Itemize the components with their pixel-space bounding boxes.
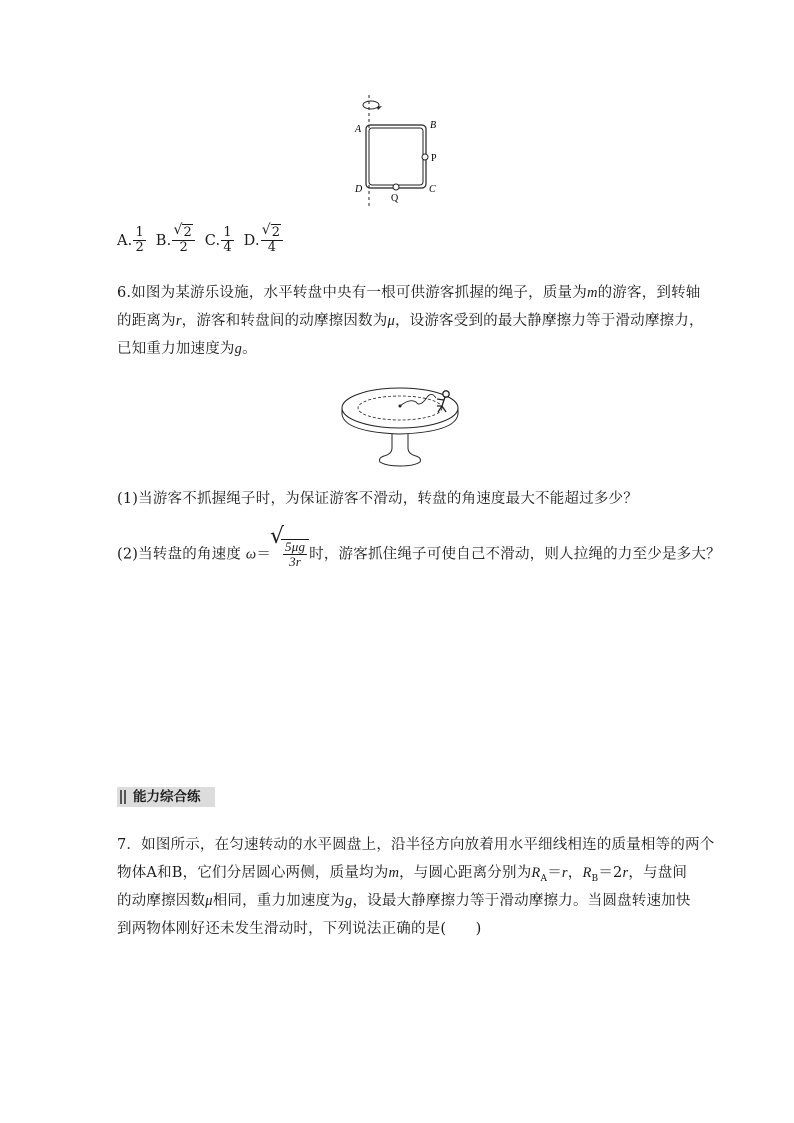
var-ra: R xyxy=(531,865,541,881)
answer-options xyxy=(117,222,284,255)
q6-text: 6.如图为某游乐设施，水平转盘中央有一根可供游客抓握的绳子，质量为 xyxy=(117,285,587,301)
option-c-fraction xyxy=(221,226,233,255)
equals-sign: ＝ xyxy=(256,546,272,563)
q6-text: 的距离为 xyxy=(117,313,176,329)
var-g: g xyxy=(234,341,243,357)
q7-text: 7．如图所示，在匀速转动的水平圆盘上，沿半径方向放着用水平细线相连的质量相等的两个 xyxy=(117,837,715,853)
var-r: r xyxy=(175,313,182,329)
option-b[interactable] xyxy=(155,222,201,255)
var-mu: μ xyxy=(205,893,213,909)
q6-line-1 xyxy=(117,283,701,303)
radicand: 2 xyxy=(183,225,192,240)
section-header xyxy=(117,787,215,807)
fraction-denominator: 2 xyxy=(179,240,188,255)
fraction-numerator: 1 xyxy=(135,225,144,240)
q6-subquestion-2 xyxy=(117,524,721,569)
q7-line-3 xyxy=(117,891,691,911)
sqrt-symbol: √ 2 xyxy=(173,222,192,240)
q7-text: ，与盘间 xyxy=(628,865,688,881)
frame-outer xyxy=(366,125,426,188)
q7-text: ，与圆心距离分别为 xyxy=(399,865,532,881)
fraction-numerator: 1 xyxy=(223,225,232,240)
q6-subquestion-1 xyxy=(117,489,638,509)
q6-sub2-text: 时，游客抓住绳子可使自己不滑动，则人拉绳的力至少是多大？ xyxy=(309,546,721,563)
option-b-fraction xyxy=(172,222,194,255)
option-d-prefix: D. xyxy=(243,232,260,249)
q7-text: ，设最大静摩擦力等于滑动摩擦力。当圆盘转速加快 xyxy=(352,893,691,909)
square-frame-figure xyxy=(345,95,450,207)
var-rb: R xyxy=(582,865,592,881)
label-q: Q xyxy=(391,193,399,204)
fraction-denominator: 3r xyxy=(289,554,302,569)
fraction-numerator: 5μg xyxy=(285,539,306,554)
equals-sign: ＝2 xyxy=(598,865,623,881)
option-d-fraction xyxy=(261,222,283,255)
option-a-fraction xyxy=(133,226,145,255)
rotation-arrow-icon xyxy=(363,101,379,109)
var-r: r xyxy=(561,865,568,881)
label-a: A xyxy=(355,124,362,135)
q7-text: 的动摩擦因数 xyxy=(117,893,206,909)
q7-text: 到两物体刚好还未发生滑动时，下列说法正确的是( ) xyxy=(117,921,482,937)
q7-line-4 xyxy=(117,919,482,939)
q6-text: 的游客，到转轴 xyxy=(597,285,701,301)
equals-sign: ＝ xyxy=(547,865,562,881)
var-mu: μ xyxy=(387,313,395,329)
var-r: r xyxy=(622,865,629,881)
option-a[interactable] xyxy=(117,225,152,255)
fraction-denominator: 2 xyxy=(135,240,144,255)
q6-text: 已知重力加速度为 xyxy=(117,341,235,357)
option-c[interactable] xyxy=(204,225,240,255)
bead-p xyxy=(422,154,428,160)
q6-text: ，设游客受到的最大静摩擦力等于滑动摩擦力， xyxy=(394,313,704,329)
label-p: P xyxy=(431,153,437,164)
q6-line-2 xyxy=(117,311,704,331)
turntable-figure xyxy=(340,382,460,468)
option-c-prefix: C. xyxy=(204,232,221,249)
subscript-b: B xyxy=(591,873,599,884)
radicand: 2 xyxy=(271,225,281,240)
section-title: 能力综合练 xyxy=(133,789,201,805)
option-b-prefix: B. xyxy=(155,232,172,249)
q7-line-1 xyxy=(117,835,714,855)
fraction-denominator: 4 xyxy=(267,240,277,255)
sqrt-symbol: √ 2 xyxy=(261,222,281,240)
subscript-a: A xyxy=(540,873,548,884)
q7-text: 物体A和B，它们分居圆心两侧，质量均为 xyxy=(117,865,389,881)
q7-text: 相同，重力加速度为 xyxy=(212,893,345,909)
bead-q xyxy=(393,184,399,190)
label-c: C xyxy=(429,184,436,195)
q6-sub2-text: (2)当转盘的角速度 xyxy=(117,546,242,563)
formula-fraction xyxy=(283,540,307,569)
option-a-prefix: A. xyxy=(117,232,133,249)
var-g: g xyxy=(345,893,353,909)
label-d: D xyxy=(355,184,363,195)
q6-text: 。 xyxy=(242,341,257,357)
q6-text: ，游客和转盘间的动摩擦因数为 xyxy=(181,313,388,329)
section-bars-icon xyxy=(120,790,130,804)
fraction-denominator: 4 xyxy=(223,240,232,255)
sqrt-formula: √ $\frac{5\mu g}{3r}$ xyxy=(271,539,309,569)
separator: ， xyxy=(567,865,583,881)
var-omega: ω xyxy=(245,546,257,563)
frame-inner xyxy=(369,128,423,185)
q7-line-2 xyxy=(117,863,687,889)
q6-line-3 xyxy=(117,339,257,359)
q6-sub1-text: (1)当游客不抓握绳子时，为保证游客不滑动，转盘的角速度最大不能超过多少？ xyxy=(117,491,638,507)
var-m: m xyxy=(388,865,400,881)
var-m: m xyxy=(586,285,598,301)
option-d[interactable] xyxy=(243,222,285,255)
label-b: B xyxy=(430,120,437,131)
